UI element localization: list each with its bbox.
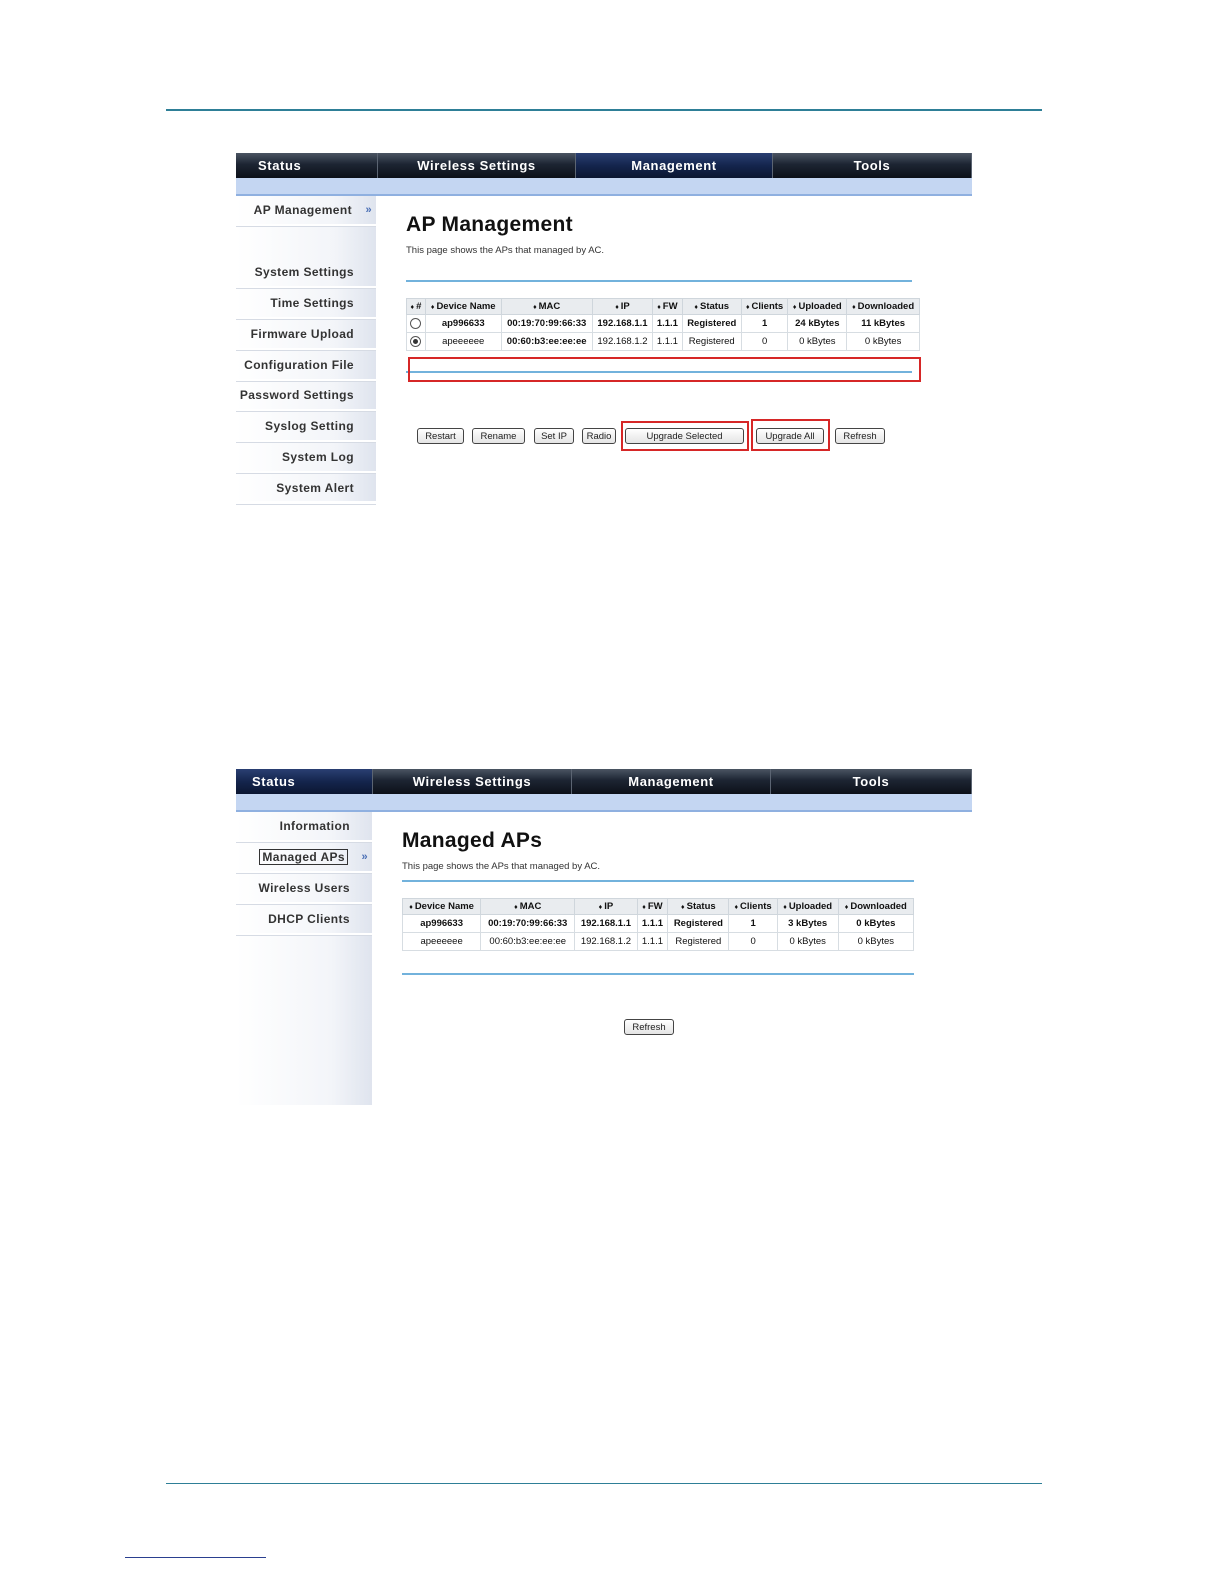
table-header-row	[407, 299, 920, 315]
col-header-status[interactable]: ♦ Status	[682, 299, 741, 315]
upgrade-selected-highlight	[621, 421, 749, 451]
page-description: This page shows the APs that managed by AC.	[406, 245, 605, 256]
sort-icon: ♦	[745, 304, 750, 311]
nav-tab-management[interactable]: Management	[572, 769, 771, 794]
cell-device: ap996633	[403, 915, 481, 933]
sidebar-item-system-alert[interactable]: System Alert	[236, 474, 376, 504]
chevron-right-icon: »	[361, 851, 368, 863]
managed-aps-table	[402, 898, 914, 951]
cell-device: ap996633	[425, 315, 501, 333]
cell-mac: 00:60:b3:ee:ee:ee	[501, 333, 592, 351]
cell-fw: 1.1.1	[653, 333, 683, 351]
cell-uploaded: 0 kBytes	[777, 933, 838, 951]
sidebar-item-managed-aps[interactable]	[236, 843, 372, 873]
cell-fw: 1.1.1	[637, 915, 668, 933]
nav-tab-tools[interactable]: Tools	[771, 769, 972, 794]
col-header-uploaded[interactable]: ♦ Uploaded	[788, 299, 847, 315]
sidebar-item-password-settings[interactable]: Password Settings	[236, 381, 376, 411]
table-row[interactable]	[407, 315, 920, 333]
col-header-fw[interactable]: ♦ FW	[637, 899, 668, 915]
sidebar-item-label: Managed APs	[259, 849, 348, 865]
nav-tab-status[interactable]: Status	[236, 769, 373, 794]
refresh-button[interactable]: Refresh	[835, 428, 885, 444]
main-content	[402, 829, 918, 975]
sidebar-item-information[interactable]: Information	[236, 812, 372, 842]
cell-ip: 192.168.1.2	[592, 333, 652, 351]
sort-icon: ♦	[852, 304, 856, 311]
col-header-status[interactable]: ♦ Status	[668, 899, 729, 915]
col-header-device-name[interactable]: ♦ Device Name	[403, 899, 481, 915]
col-header-downloaded[interactable]: ♦ Downloaded	[838, 899, 913, 915]
nav-tab-wireless-settings[interactable]: Wireless Settings	[373, 769, 572, 794]
cell-status: Registered	[668, 915, 729, 933]
chevron-right-icon: »	[365, 204, 372, 216]
sub-nav-bar	[236, 794, 972, 812]
cell-downloaded: 0 kBytes	[838, 933, 913, 951]
sort-icon: ♦	[514, 904, 518, 911]
col-header-uploaded[interactable]: ♦ Uploaded	[777, 899, 838, 915]
cell-downloaded: 0 kBytes	[847, 333, 920, 351]
cell-device: apeeeeee	[425, 333, 501, 351]
divider	[402, 880, 914, 882]
nav-tab-management[interactable]: Management	[576, 153, 773, 178]
col-header-downloaded[interactable]: ♦ Downloaded	[847, 299, 920, 315]
set-ip-button[interactable]: Set IP	[534, 428, 574, 444]
col-header-clients[interactable]: ♦ Clients	[741, 299, 788, 315]
cell-ip: 192.168.1.1	[592, 315, 652, 333]
cell-ip: 192.168.1.1	[575, 915, 637, 933]
upgrade-all-highlight	[751, 419, 830, 451]
col-header-ip[interactable]: ♦ IP	[575, 899, 637, 915]
sort-icon: ♦	[430, 304, 435, 311]
page-description: This page shows the APs that managed by AC.	[402, 861, 601, 872]
sub-nav-bar	[236, 178, 972, 196]
sort-icon: ♦	[844, 904, 849, 911]
col-header-ip[interactable]: ♦ IP	[592, 299, 652, 315]
nav-tab-tools[interactable]: Tools	[773, 153, 972, 178]
cell-status: Registered	[668, 933, 729, 951]
selected-row-highlight	[408, 357, 921, 382]
sidebar-item-dhcp-clients[interactable]: DHCP Clients	[236, 905, 372, 935]
cell-device: apeeeeee	[403, 933, 481, 951]
sort-icon: ♦	[734, 904, 739, 911]
sort-icon: ♦	[598, 904, 603, 911]
row-radio[interactable]	[407, 315, 426, 333]
refresh-button[interactable]: Refresh	[624, 1019, 674, 1035]
ap-table	[406, 298, 920, 351]
sidebar-item-syslog-setting[interactable]: Syslog Setting	[236, 412, 376, 442]
sort-icon: ♦	[409, 904, 413, 911]
sort-icon: ♦	[681, 904, 685, 911]
sidebar	[236, 196, 376, 501]
ap-management-screenshot	[236, 153, 972, 501]
page-title: Managed APs	[402, 829, 543, 852]
sort-icon: ♦	[533, 304, 537, 311]
table-row	[403, 933, 914, 951]
col-header-device-name[interactable]: ♦ Device Name	[425, 299, 501, 315]
nav-tab-status[interactable]: Status	[236, 153, 378, 178]
cell-mac: 00:60:b3:ee:ee:ee	[481, 933, 575, 951]
cell-downloaded: 11 kBytes	[847, 315, 920, 333]
table-header-row	[403, 899, 914, 915]
cell-uploaded: 24 kBytes	[788, 315, 847, 333]
cell-mac: 00:19:70:99:66:33	[481, 915, 575, 933]
radio-button[interactable]	[410, 318, 421, 329]
cell-ip: 192.168.1.2	[575, 933, 637, 951]
sidebar-item-system-log[interactable]: System Log	[236, 443, 376, 473]
cell-clients: 1	[741, 315, 788, 333]
sidebar-item-ap-management[interactable]	[236, 196, 376, 226]
main-content	[406, 213, 916, 373]
cell-status: Registered	[682, 315, 741, 333]
sort-icon: ♦	[657, 304, 661, 311]
sidebar-item-configuration-file[interactable]: Configuration File	[236, 351, 376, 381]
row-radio[interactable]	[407, 333, 426, 351]
page-title: AP Management	[406, 213, 573, 236]
restart-button[interactable]: Restart	[417, 428, 464, 444]
radio-button-action[interactable]: Radio	[582, 428, 616, 444]
sort-icon: ♦	[694, 304, 698, 311]
sidebar	[236, 812, 372, 1105]
table-row	[403, 915, 914, 933]
sidebar-item-firmware-upload[interactable]: Firmware Upload	[236, 320, 376, 350]
cell-clients: 1	[729, 915, 777, 933]
cell-clients: 0	[729, 933, 777, 951]
cell-mac: 00:19:70:99:66:33	[501, 315, 592, 333]
page-footer-rule	[166, 1483, 1042, 1484]
rename-button[interactable]: Rename	[472, 428, 525, 444]
nav-tab-wireless-settings[interactable]: Wireless Settings	[378, 153, 576, 178]
table-row[interactable]	[407, 333, 920, 351]
sidebar-item-system-settings[interactable]: System Settings	[236, 258, 376, 288]
sidebar-item-time-settings[interactable]: Time Settings	[236, 289, 376, 319]
col-header-index[interactable]: ♦ #	[407, 299, 426, 315]
sort-icon: ♦	[410, 304, 415, 311]
upgrade-all-button[interactable]: Upgrade All	[756, 428, 824, 444]
sort-icon: ♦	[783, 904, 787, 911]
col-header-fw[interactable]: ♦ FW	[653, 299, 683, 315]
cell-fw: 1.1.1	[653, 315, 683, 333]
cell-uploaded: 3 kBytes	[777, 915, 838, 933]
top-nav	[236, 769, 972, 794]
cell-fw: 1.1.1	[637, 933, 668, 951]
col-header-mac[interactable]: ♦ MAC	[501, 299, 592, 315]
sidebar-item-label: AP Management	[253, 203, 352, 217]
sidebar-item-wireless-users[interactable]: Wireless Users	[236, 874, 372, 904]
footer-underline	[125, 1557, 266, 1558]
cell-uploaded: 0 kBytes	[788, 333, 847, 351]
top-nav	[236, 153, 972, 178]
divider	[402, 973, 914, 975]
page-header-rule	[166, 109, 1042, 111]
col-header-clients[interactable]: ♦ Clients	[729, 899, 777, 915]
divider	[406, 280, 912, 282]
sort-icon: ♦	[615, 304, 619, 311]
cell-status: Registered	[682, 333, 741, 351]
sort-icon: ♦	[642, 904, 646, 911]
cell-clients: 0	[741, 333, 788, 351]
radio-button-selected[interactable]	[410, 336, 421, 347]
upgrade-selected-button[interactable]: Upgrade Selected	[625, 428, 744, 444]
sort-icon: ♦	[792, 304, 797, 311]
managed-aps-screenshot	[236, 769, 972, 1105]
cell-downloaded: 0 kBytes	[838, 915, 913, 933]
col-header-mac[interactable]: ♦ MAC	[481, 899, 575, 915]
